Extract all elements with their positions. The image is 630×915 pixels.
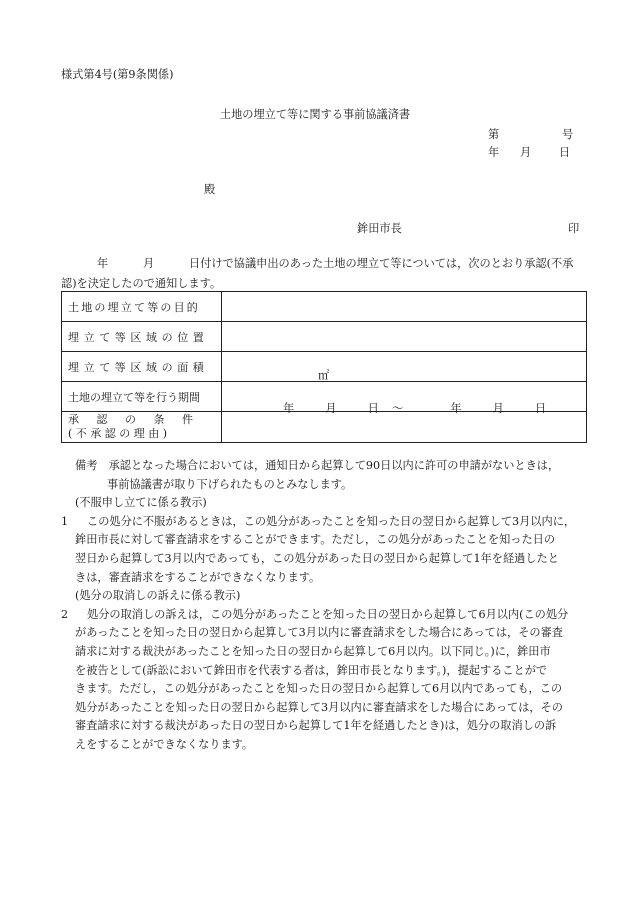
- remarks-line-2: 事前協議書が取り下げられたものとみなします。: [107, 477, 353, 491]
- label-conditions: [62, 412, 222, 443]
- intro-year: 年: [97, 257, 109, 270]
- item2-line: があったことを知った日の翌日から起算して3月以内に審査請求をした場合にあっては，その審査: [75, 626, 563, 640]
- value-conditions: [222, 412, 587, 443]
- number-suffix: 号: [562, 128, 574, 141]
- item2-line: えをすることができなくなります。: [75, 737, 254, 751]
- document-title: 土地の埋立て等に関する事前協議済書: [219, 108, 411, 121]
- revocation-item-2: [61, 606, 589, 755]
- label-conditions-line2: ( 不 承 認 の 理 由 ): [68, 427, 168, 440]
- appeal-heading: (不服申し立てに係る教示): [75, 496, 207, 510]
- remarks-line-1: [61, 457, 589, 476]
- period-month-2: 月: [492, 402, 504, 415]
- item1-line: きは，審査請求をすることができなくなります。: [75, 570, 321, 584]
- period-month-1: 月: [325, 402, 337, 415]
- issue-date-line: [488, 146, 571, 159]
- value-location: [222, 322, 587, 352]
- value-purpose: [222, 292, 587, 322]
- value-area: [222, 352, 587, 382]
- date-month: 月: [520, 146, 532, 159]
- document-number-line: [488, 128, 574, 141]
- period-year-2: 年: [450, 402, 462, 415]
- period-value: [283, 400, 546, 416]
- remarks-text-1: 承認となった場合においては，通知日から起算して90日以内に許可の申請がないときは，: [108, 459, 560, 472]
- label-period: 土地の埋立て等を行う期間: [62, 382, 222, 412]
- remarks-label: 備考: [75, 459, 98, 472]
- intro-paragraph: [61, 254, 586, 294]
- table-row: [62, 292, 587, 322]
- addressee-suffix: 殿: [204, 183, 216, 196]
- form-number: 様式第4号(第9条関係): [61, 68, 174, 81]
- notes-section: [61, 457, 589, 755]
- intro-month: 月: [143, 257, 155, 270]
- seal-mark: 印: [568, 222, 580, 235]
- item1-line: 翌日から起算して3月以内であっても，この処分があった日の翌日から起算して1年を経過したと: [75, 551, 559, 565]
- item1-line: 鉾田市長に対して審査請求をすることができます。ただし，この処分があったことを知った日の: [75, 533, 556, 547]
- table-row: [62, 412, 587, 443]
- table-row: [62, 322, 587, 352]
- label-purpose: 土地の埋立て等の目的: [62, 292, 222, 322]
- item2-line: 処分があったことを知った日の翌日から起算して3月以内に審査請求をした場合にあっては，その: [75, 700, 563, 714]
- number-prefix: 第: [488, 128, 500, 141]
- period-day-2: 日: [534, 402, 547, 415]
- item1-line: この処分に不服があるときは，この処分があったことを知った日の翌日から起算して3月以内に，: [87, 514, 576, 528]
- item2-line: 請求に対する裁決があったことを知った日の翌日から起算して6月以内。以下同じ。)に，鉾田市: [75, 644, 551, 658]
- item2-line: 処分の取消しの訴えは，この処分があったことを知った日の翌日から起算して6月以内(この処分: [87, 607, 569, 621]
- issuer-name: 鉾田市長: [357, 222, 402, 235]
- item2-line: きます。ただし，この処分があったことを知った日の翌日から起算して6月以内であっても，この: [75, 682, 563, 696]
- area-unit: ㎡: [318, 369, 330, 382]
- item2-line: を被告として(訴訟において鉾田市を代表する者は，鉾田市長となります。)，提起することがで: [75, 663, 548, 677]
- item-number-2: 2: [61, 607, 69, 621]
- label-conditions-line1: 承 認 の 条 件: [68, 413, 193, 426]
- intro-text: 日付けで協議申出のあった土地の埋立て等については，次のとおり承認(不承認)を決定したので通知します。: [61, 257, 574, 290]
- item-number-1: 1: [61, 514, 69, 528]
- period-day-1: 日: [367, 402, 379, 415]
- appeal-item-1: [61, 513, 589, 587]
- period-separator: ～: [391, 402, 404, 415]
- date-day: 日: [559, 146, 571, 159]
- item2-line: 審査請求に対する裁決があった日の翌日から起算して1年を経過したとき)は，処分の取消しの訴: [75, 719, 557, 733]
- period-year-1: 年: [283, 402, 295, 415]
- revocation-heading: (処分の取消しの訴えに係る教示): [75, 589, 241, 603]
- label-location: 埋立て等区域の位置: [62, 322, 222, 352]
- date-year: 年: [488, 146, 500, 159]
- label-area: 埋立て等区域の面積: [62, 352, 222, 382]
